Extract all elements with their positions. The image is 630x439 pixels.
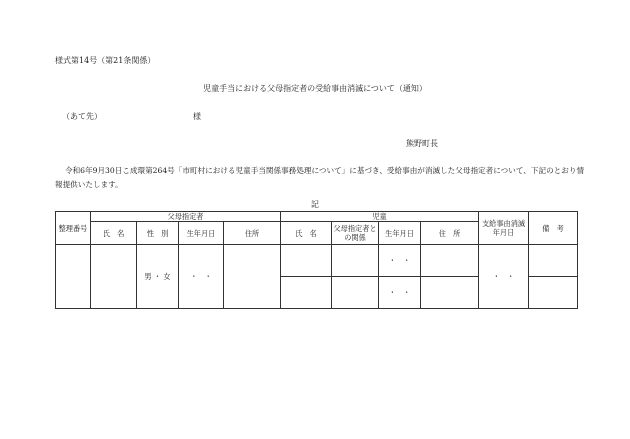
parent-name-cell[interactable] <box>91 245 137 309</box>
addressee-suffix: 様 <box>193 112 201 121</box>
child-group-header: 児童 <box>281 212 479 222</box>
extinction-date-header: 支給事由消滅年月日 <box>479 212 529 245</box>
body-paragraph: 令和6年9月30日こ成環第264号「市町村における児童手当関係事務処理について」に基づき、受給事由が消滅した父母指定者について、下記のとおり情報提供いたします。 <box>55 166 585 189</box>
extinction-date-cell[interactable]: ・ ・ <box>479 245 529 309</box>
parent-gender-cell[interactable]: 男 ・ 女 <box>137 245 179 309</box>
header-row-1 <box>56 212 578 222</box>
ki-heading: 記 <box>311 200 319 209</box>
parent-address-cell[interactable] <box>224 245 281 309</box>
notification-table <box>55 211 578 309</box>
table-row <box>56 245 578 277</box>
child-name-cell[interactable] <box>281 277 332 309</box>
parent-dob-header: 生年月日 <box>179 222 224 245</box>
parent-address-header: 住所 <box>224 222 281 245</box>
sender-name: 熊野町長 <box>406 139 438 148</box>
child-address-header: 住 所 <box>421 222 479 245</box>
remarks-header: 備 考 <box>529 212 578 245</box>
document-title: 児童手当における父母指定者の受給事由消滅について（通知） <box>203 84 427 93</box>
child-dob-header: 生年月日 <box>379 222 421 245</box>
parent-dob-cell[interactable]: ・ ・ <box>179 245 224 309</box>
child-dob-cell[interactable]: ・ ・ <box>379 277 421 309</box>
remarks-cell[interactable] <box>529 245 578 277</box>
remarks-cell[interactable] <box>529 277 578 309</box>
addressee-label: （あて先） <box>62 112 102 121</box>
child-address-cell[interactable] <box>421 277 479 309</box>
parent-gender-header: 性 別 <box>137 222 179 245</box>
form-number: 様式第14号（第21条関係） <box>55 56 156 65</box>
child-address-cell[interactable] <box>421 245 479 277</box>
child-dob-cell[interactable]: ・ ・ <box>379 245 421 277</box>
id-cell[interactable] <box>56 245 91 309</box>
parent-name-header: 氏 名 <box>91 222 137 245</box>
col-id-header: 整理番号 <box>56 212 91 245</box>
child-name-header: 氏 名 <box>281 222 332 245</box>
child-name-cell[interactable] <box>281 245 332 277</box>
child-relation-cell[interactable] <box>332 245 379 277</box>
child-relation-cell[interactable] <box>332 277 379 309</box>
parent-group-header: 父母指定者 <box>91 212 281 222</box>
child-relation-header: 父母指定者との関係 <box>332 222 379 245</box>
